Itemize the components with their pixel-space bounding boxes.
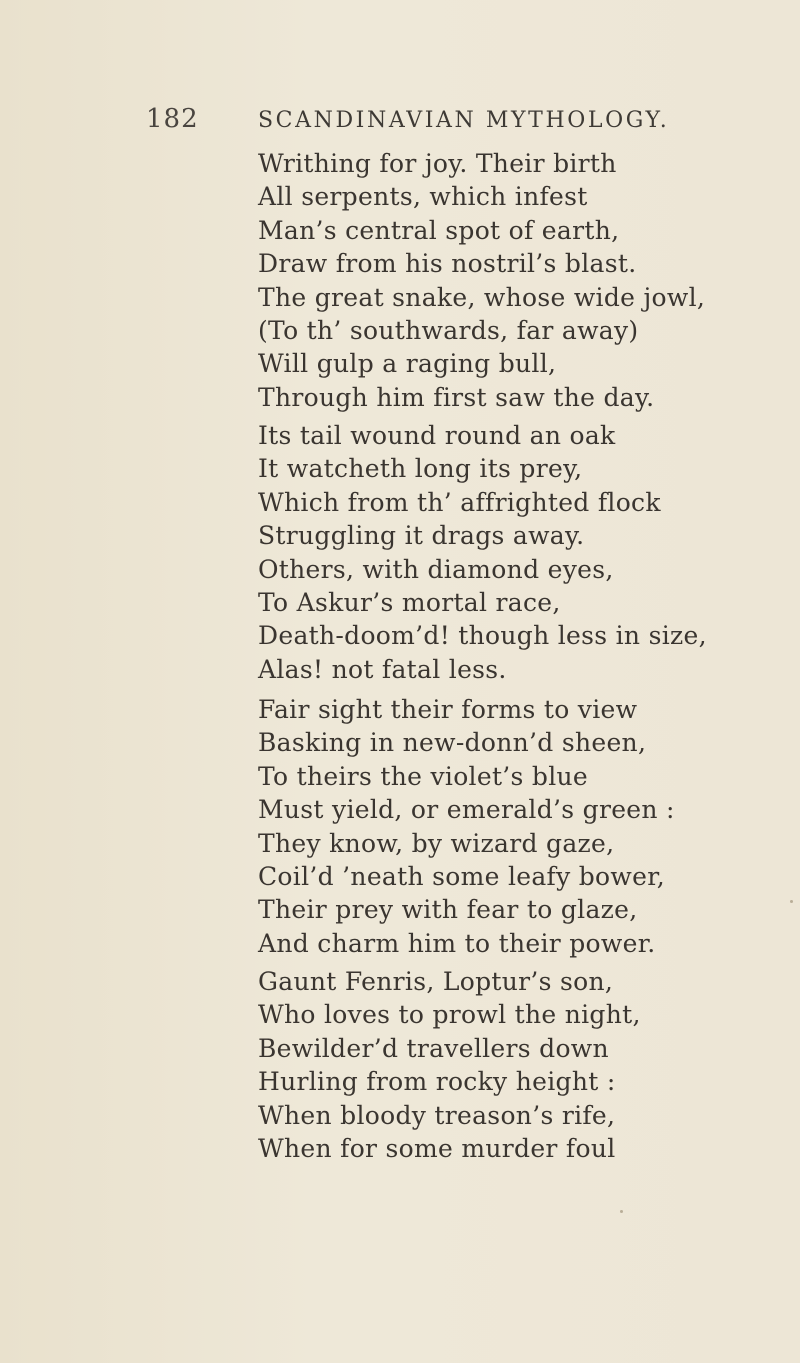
verse-line: Must yield, or emerald’s green : <box>258 795 675 825</box>
verse-line: They know, by wizard gaze, <box>258 828 615 858</box>
verse-line: Struggling it drags away. <box>258 521 585 551</box>
verse-line: Death-doom’d! though less in size, <box>258 621 707 651</box>
verse-line: The great snake, whose wide jowl, <box>258 282 706 312</box>
verse-line: And charm him to their power. <box>258 928 656 958</box>
verse-line: Will gulp a raging bull, <box>258 349 557 379</box>
verse-line: Hurling from rocky height : <box>258 1067 616 1097</box>
stanza-2 <box>258 419 778 686</box>
verse-line: Bewilder’d travellers down <box>258 1033 609 1063</box>
verse-line: Through him first saw the day. <box>258 382 655 412</box>
verse-line: When bloody treason’s rife, <box>258 1100 616 1130</box>
verse-line: Coil’d ’neath some leafy bower, <box>258 861 665 891</box>
verse-line: Basking in new-donn’d sheen, <box>258 728 647 758</box>
verse-line: (To th’ southwards, far away) <box>258 315 639 345</box>
verse-line: Writhing for joy. Their birth <box>258 149 617 178</box>
verse-line: Alas! not fatal less. <box>258 654 507 684</box>
verse-line: Which from th’ affrighted flock <box>258 487 661 517</box>
verse-line: Their prey with fear to glaze, <box>258 895 638 925</box>
verse-line: To theirs the violet’s blue <box>258 761 589 791</box>
verse-line: Draw from his nostril’s blast. <box>258 249 637 279</box>
stanza-4 <box>258 965 778 1165</box>
verse-line: Fair sight their forms to view <box>258 695 638 724</box>
paper-speck <box>790 900 793 903</box>
verse-line: All serpents, which infest <box>258 182 588 212</box>
verse-line: Gaunt Fenris, Loptur’s son, <box>258 967 614 996</box>
running-head: SCANDINAVIAN MYTHOLOGY. <box>258 108 670 133</box>
verse-line: Others, with diamond eyes, <box>258 554 614 584</box>
stanza-1 <box>258 147 778 414</box>
stanza-3 <box>258 693 778 960</box>
verse-line: Who loves to prowl the night, <box>258 1000 641 1030</box>
verse-line: Its tail wound round an oak <box>258 421 616 450</box>
verse-line: To Askur’s mortal race, <box>258 587 561 617</box>
verse-line: When for some murder foul <box>258 1133 616 1163</box>
verse-line: Man’s central spot of earth, <box>258 215 620 245</box>
paper-speck <box>620 1210 623 1213</box>
verse-line: It watcheth long its prey, <box>258 454 583 484</box>
page-number: 182 <box>146 104 199 134</box>
